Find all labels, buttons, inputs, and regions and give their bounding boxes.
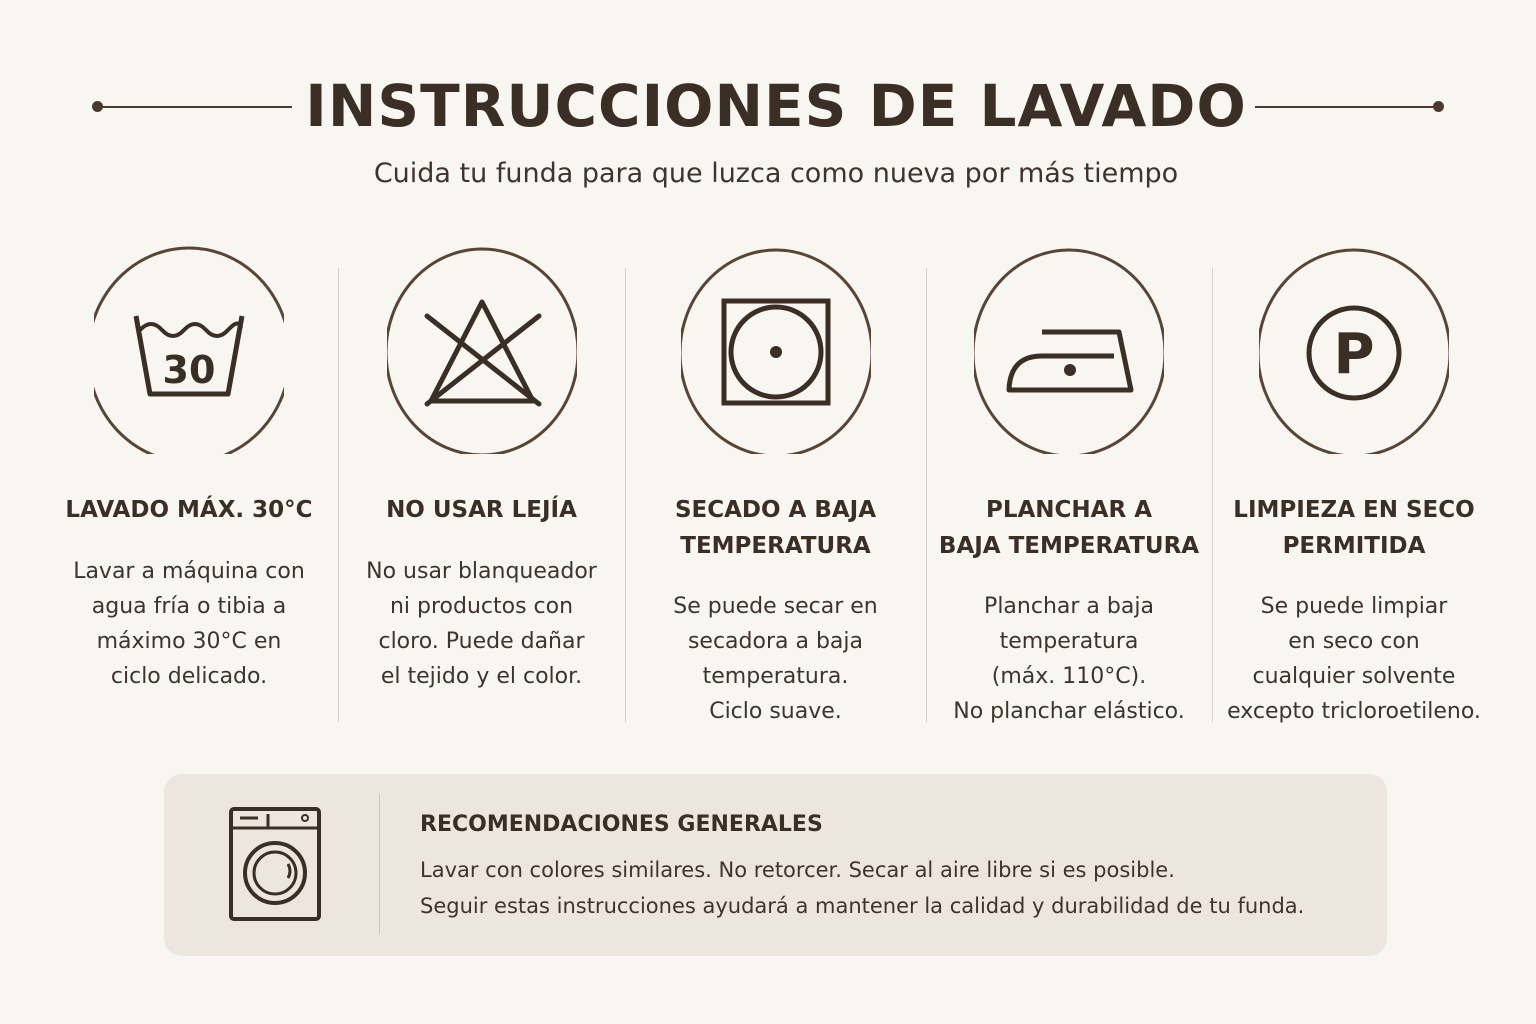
recommendations-title: RECOMENDACIONES GENERALES bbox=[420, 812, 823, 837]
svg-text:30: 30 bbox=[162, 348, 216, 392]
care-item-dry bbox=[625, 240, 926, 730]
page-subtitle: Cuida tu funda para que luzca como nueva por más tiempo bbox=[373, 158, 1179, 189]
care-item-title: PLANCHAR A BAJA TEMPERATURA bbox=[938, 497, 1200, 559]
care-item-bleach bbox=[338, 240, 625, 730]
care-item-description: Planchar a baja temperatura (máx. 110°C). No planchar elástico. bbox=[953, 594, 1185, 724]
dry-clean-p-icon bbox=[1259, 244, 1449, 454]
care-item-description: Se puede limpiar en seco con cualquier solvente excepto tricloroetileno. bbox=[1227, 594, 1481, 724]
care-item-description: No usar blanqueador ni productos con cloro. Puede dañar el tejido y el color. bbox=[366, 559, 597, 689]
recommendations-line: Lavar con colores similares. No retorcer. Secar al aire libre si es posible. bbox=[420, 858, 1175, 882]
no-bleach-icon bbox=[387, 244, 577, 454]
care-item-iron bbox=[926, 240, 1212, 730]
wash-30-icon bbox=[94, 244, 284, 454]
general-recommendations-panel bbox=[164, 774, 1387, 956]
page-title: INSTRUCCIONES DE LAVADO bbox=[305, 72, 1247, 140]
care-item-title: LAVADO MÁX. 30°C bbox=[65, 497, 313, 523]
care-symbols-row bbox=[40, 240, 1496, 730]
care-item-title: NO USAR LEJÍA bbox=[386, 497, 577, 523]
svg-text:P: P bbox=[1333, 322, 1375, 387]
washing-machine-icon bbox=[228, 806, 322, 922]
care-item-wash bbox=[40, 240, 338, 730]
tumble-dry-low-icon bbox=[681, 244, 871, 454]
care-item-title: SECADO A BAJA TEMPERATURA bbox=[674, 497, 877, 559]
panel-divider bbox=[379, 794, 380, 934]
care-item-dry-clean bbox=[1212, 240, 1496, 730]
recommendations-line: Seguir estas instrucciones ayudará a mantener la calidad y durabilidad de tu funda. bbox=[420, 894, 1305, 918]
care-item-description: Se puede secar en secadora a baja temperatura. Ciclo suave. bbox=[673, 594, 878, 724]
care-item-title: LIMPIEZA EN SECO PERMITIDA bbox=[1233, 497, 1475, 559]
iron-low-icon bbox=[974, 244, 1164, 454]
care-item-description: Lavar a máquina con agua fría o tibia a máximo 30°C en ciclo delicado. bbox=[73, 559, 305, 689]
